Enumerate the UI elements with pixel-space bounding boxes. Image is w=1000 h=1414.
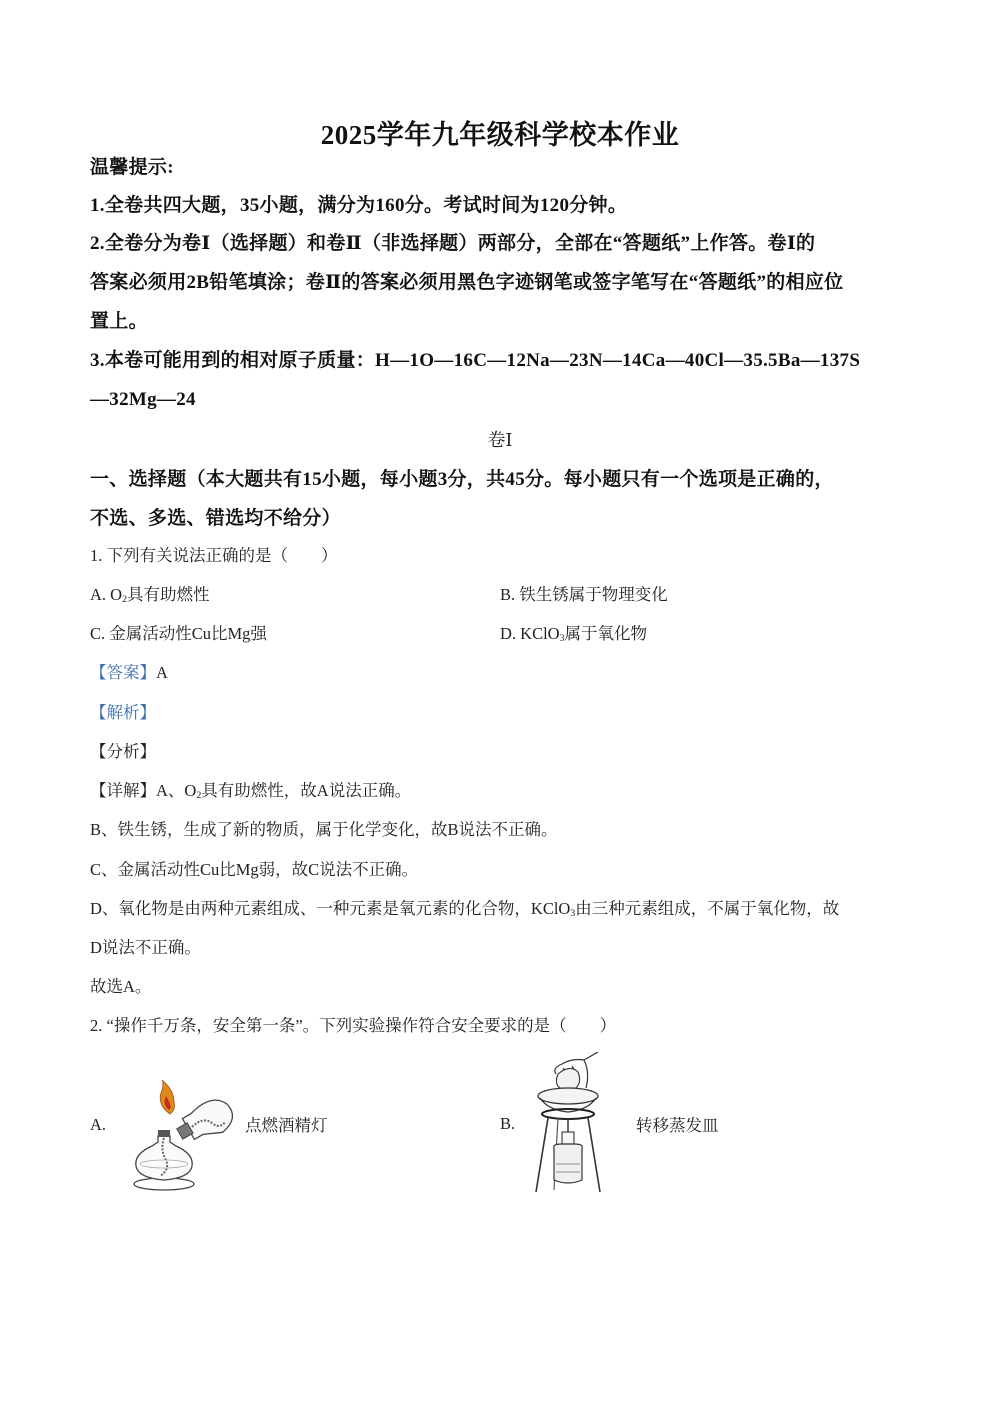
fenxi-label: 【分析】 <box>90 742 156 761</box>
detail-line-1-text: 具有助燃性，故A说法正确。 <box>201 781 412 800</box>
detail-conclusion: 故选A。 <box>90 977 152 996</box>
evaporating-dish-illustration <box>528 1052 608 1194</box>
tip-line-3-cont: —32Mg—24 <box>90 389 196 410</box>
q2-option-b-letter: B. <box>500 1114 516 1133</box>
detail-label: 【详解】 <box>90 781 156 800</box>
q1-option-d-sub: 3 <box>559 633 565 644</box>
question-2-stem: 2. “操作千万条，安全第一条”。下列实验操作符合安全要求的是（ ） <box>90 1016 617 1035</box>
analysis-label: 【解析】 <box>90 703 156 722</box>
detail-line-4-prefix: D、氧化物是由两种元素组成、一种元素是氧元素的化合物，KClO <box>90 899 571 918</box>
tip-line-2: 2.全卷分为卷Ⅰ（选择题）和卷Ⅱ（非选择题）两部分，全部在“答题纸”上作答。卷Ⅰ的 <box>90 233 816 254</box>
detail-line-1 <box>90 783 411 800</box>
tip-line-3: 3.本卷可能用到的相对原子质量：H—1O—16C—12Na—23N—14Ca—40Cl—35.5Ba—137S <box>90 350 861 371</box>
detail-line-1-sub: 2 <box>196 790 202 801</box>
q1-option-d-prefix: D. KClO <box>500 624 560 643</box>
detail-line-4 <box>90 901 839 918</box>
q1-answer <box>90 665 168 682</box>
tips-heading: 温馨提示: <box>90 157 174 178</box>
tip-line-1: 1.全卷共四大题，35小题，满分为160分。考试时间为120分钟。 <box>90 195 628 216</box>
section-label: 卷Ⅰ <box>487 430 513 450</box>
detail-line-4-text: 由三种元素组成，不属于氧化物，故 <box>575 899 840 918</box>
q1-option-a <box>90 587 210 604</box>
section-intro-2: 不选、多选、错选均不给分） <box>90 508 341 529</box>
alcohol-lamp-illustration <box>124 1080 244 1196</box>
detail-line-2: B、铁生锈，生成了新的物质，属于化学变化，故B说法不正确。 <box>90 820 558 839</box>
answer-value: A <box>156 663 168 682</box>
q1-option-b: B. 铁生锈属于物理变化 <box>500 585 668 604</box>
section-intro-1: 一、选择题（本大题共有15小题，每小题3分，共45分。每小题只有一个选项是正确的， <box>90 469 834 490</box>
q1-option-a-prefix: A. O <box>90 585 123 604</box>
q1-option-d <box>500 626 647 643</box>
q1-option-a-text: 具有助燃性 <box>127 585 210 604</box>
detail-line-1-prefix: A、O <box>156 781 197 800</box>
tip-line-2-end: 置上。 <box>90 311 148 332</box>
question-1-stem: 1. 下列有关说法正确的是（ ） <box>90 546 338 565</box>
tip-line-2-cont: 答案必须用2B铅笔填涂；卷Ⅱ的答案必须用黑色字迹钢笔或签字笔写在“答题纸”的相应位 <box>90 272 844 293</box>
q2-option-b-caption: 转移蒸发皿 <box>636 1116 719 1135</box>
q2-option-a-letter: A. <box>90 1115 107 1134</box>
document-title: 2025学年九年级科学校本作业 <box>320 120 680 150</box>
q1-option-a-sub: 2 <box>122 594 128 605</box>
detail-line-3: C、金属活动性Cu比Mg弱，故C说法不正确。 <box>90 860 419 879</box>
detail-line-4-sub: 3 <box>570 908 576 919</box>
detail-line-5: D说法不正确。 <box>90 938 201 957</box>
q2-option-a-caption: 点燃酒精灯 <box>245 1116 328 1135</box>
answer-label: 【答案】 <box>90 663 156 682</box>
q1-option-d-text: 属于氧化物 <box>564 624 648 643</box>
q1-option-c: C. 金属活动性Cu比Mg强 <box>90 624 267 643</box>
